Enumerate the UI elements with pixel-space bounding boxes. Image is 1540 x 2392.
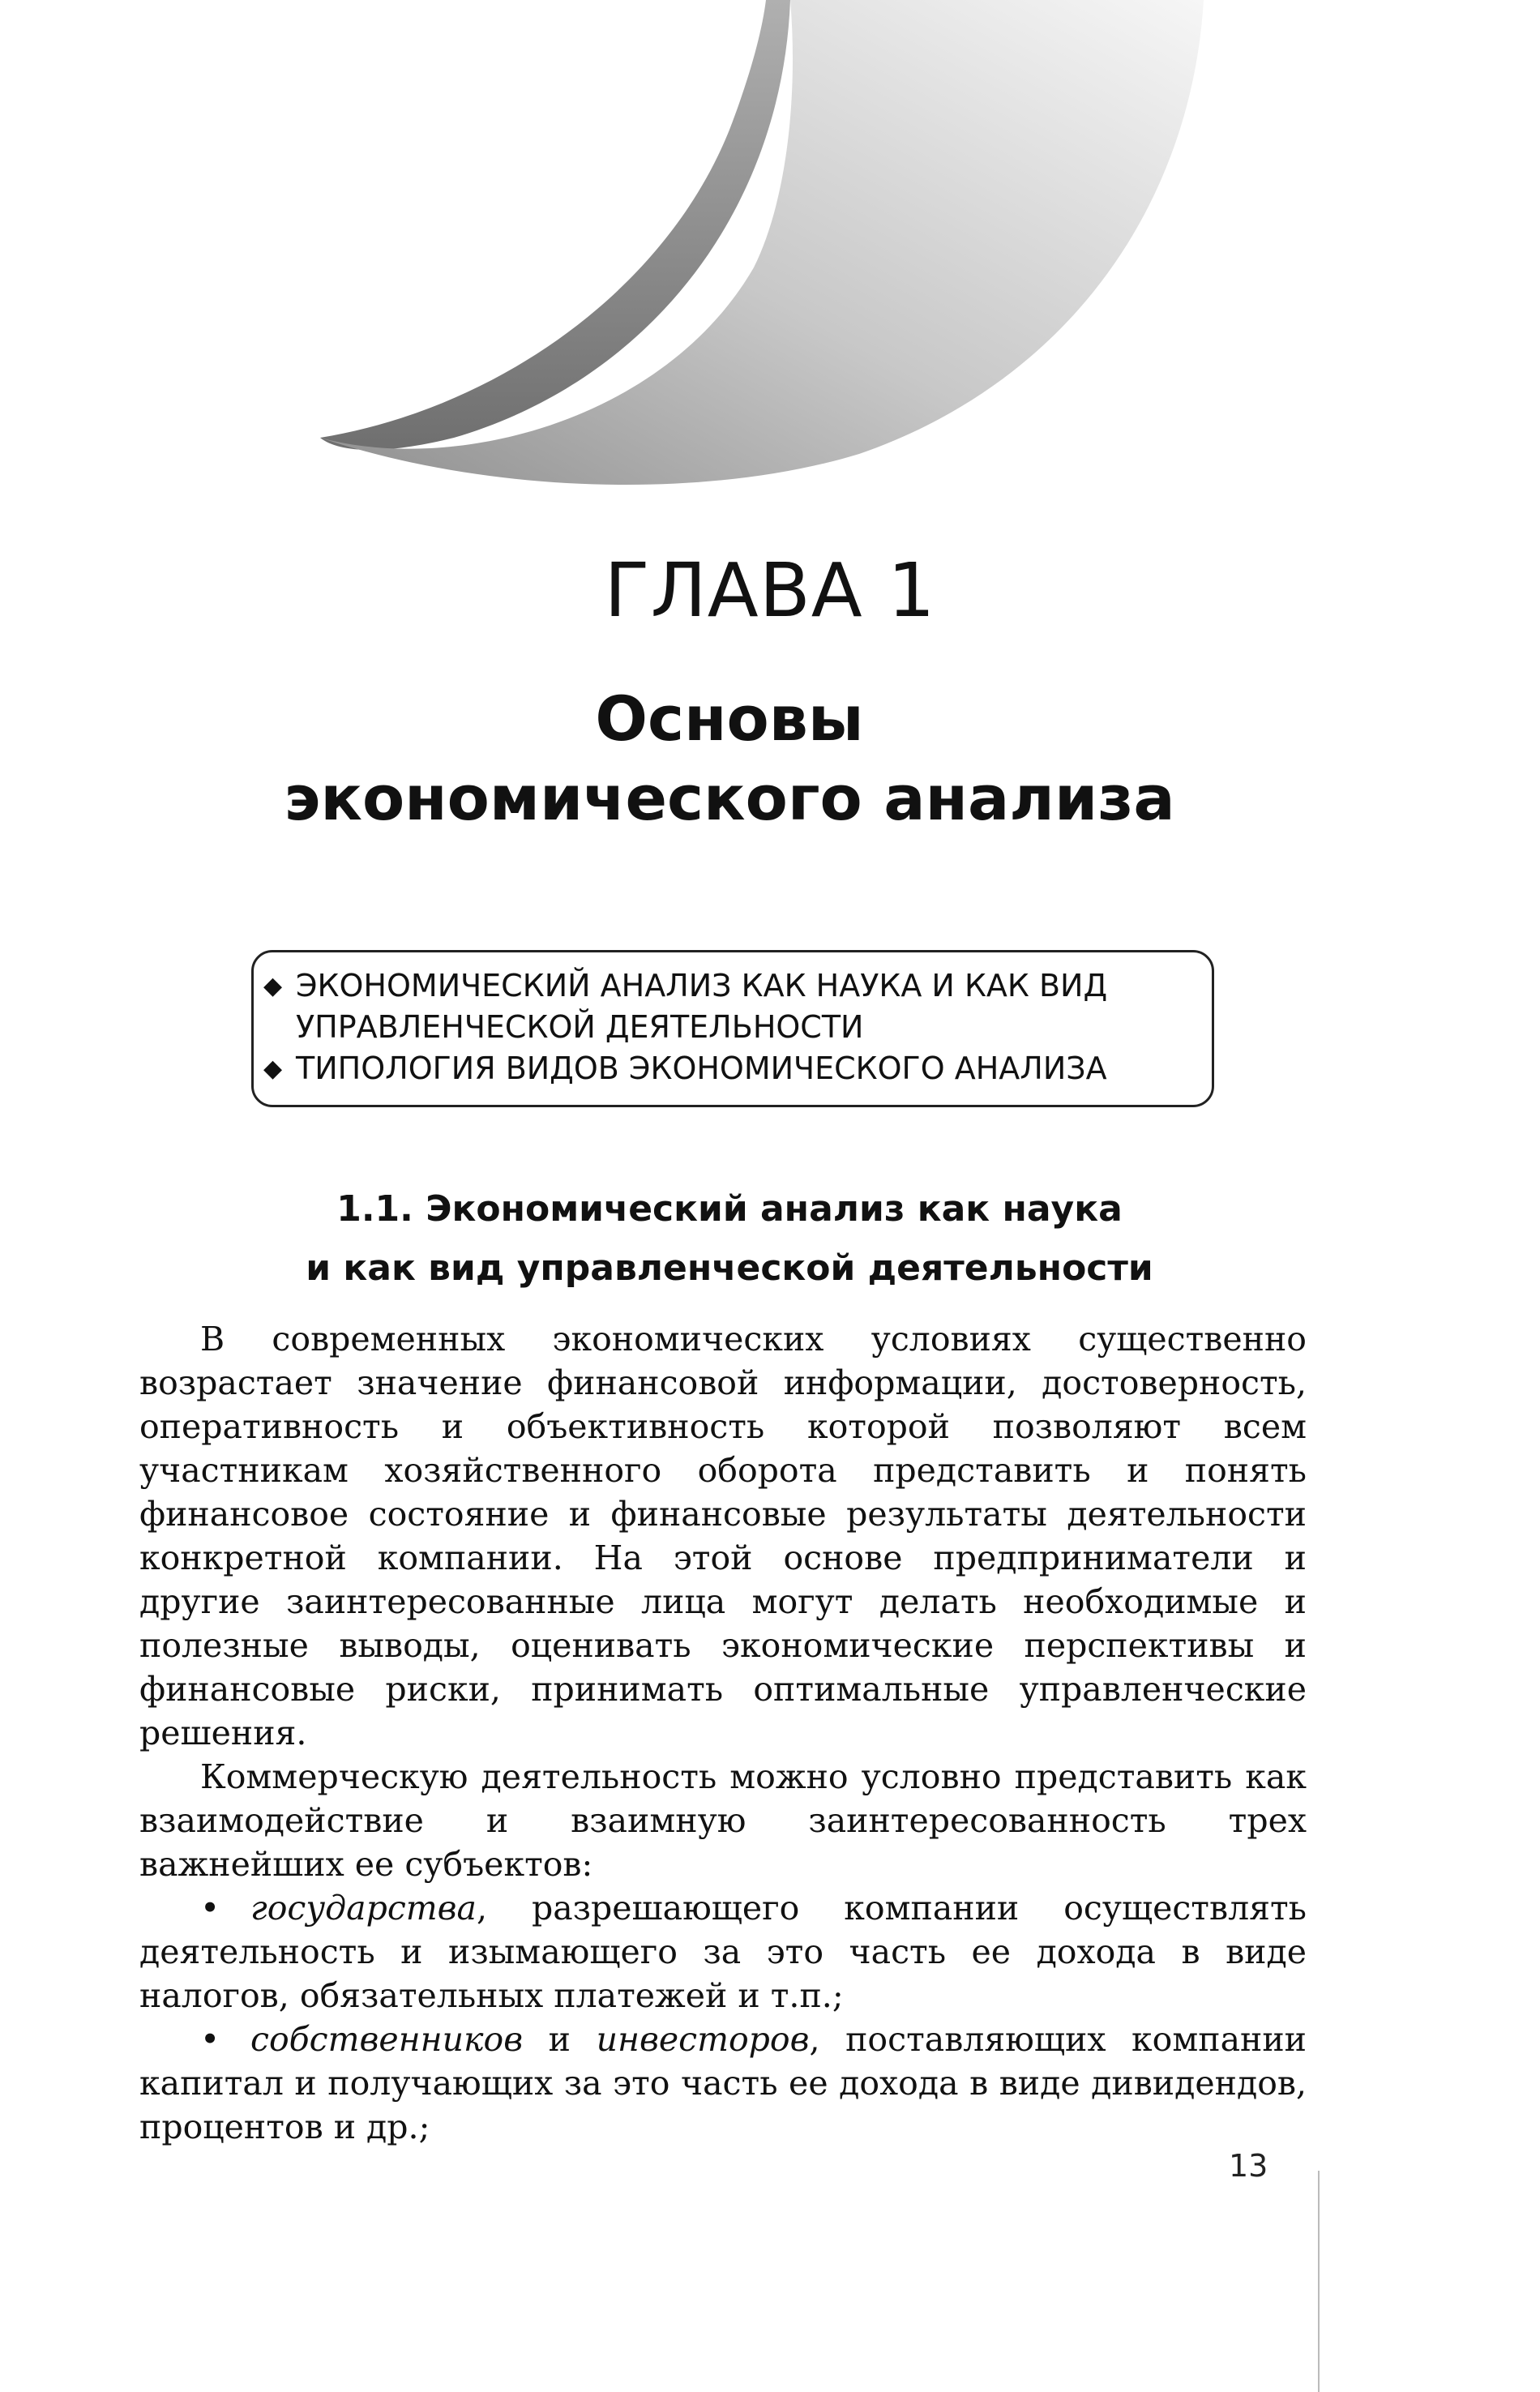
margin-rule	[1318, 2171, 1320, 2392]
chapter-title-line: экономического анализа	[284, 762, 1175, 834]
list-item-term: собственников	[250, 2020, 524, 2059]
list-item	[139, 2018, 1307, 2149]
topic-item	[263, 1048, 1196, 1089]
section-heading-line: и как вид управленческой деятельности	[306, 1247, 1153, 1289]
topic-line: ЭКОНОМИЧЕСКИЙ АНАЛИЗ КАК НАУКА И КАК ВИД	[296, 968, 1108, 1003]
list-item-term: инвесторов	[596, 2020, 810, 2059]
list-item-text: и	[523, 2020, 597, 2059]
paragraph: Коммерческую деятельность можно условно представить как взаимодействие и взаимную заинтересованность трех важнейших ее субъектов:	[139, 1757, 1307, 1884]
bullet-dot-icon: •	[200, 1889, 220, 1928]
diamond-bullet-icon: ◆	[263, 1055, 283, 1083]
topic-item	[263, 965, 1196, 1048]
topic-line: ТИПОЛОГИЯ ВИДОВ ЭКОНОМИЧЕСКОГО АНАЛИЗА	[296, 1051, 1107, 1086]
list-item-term: государства	[250, 1889, 477, 1928]
chapter-curl-decoration	[0, 0, 1540, 503]
chapter-label: ГЛАВА 1	[604, 547, 936, 634]
paragraph: В современных экономических условиях существенно возрастает значение финансовой информации, достоверность, оперативность и объективность которой позволяют всем участникам хозяйственного оборота представить и понять финансовое состояние и финансовые результаты деятельности конкретной компании. На этой основе предприниматели и другие заинтересованные лица могут делать необходимые и полезные выводы, оценивать экономические перспективы и финансовые риски, принимать оптимальные управленческие решения.	[139, 1320, 1307, 1752]
list-item-text: , поставляющих компании капитал и получающих за это часть ее дохода в виде дивидендов, процентов и др.;	[139, 2020, 1307, 2146]
section-heading	[243, 1179, 1216, 1298]
chapter-topics-box	[251, 950, 1214, 1107]
section-heading-line: 1.1. Экономический анализ как наука	[336, 1188, 1123, 1230]
chapter-title-line: Основы	[595, 683, 864, 755]
chapter-title	[243, 679, 1216, 838]
page-number: 13	[1229, 2148, 1268, 2184]
diamond-bullet-icon: ◆	[263, 972, 283, 1000]
body-text	[139, 1317, 1307, 2149]
bullet-dot-icon: •	[200, 2020, 220, 2059]
list-item	[139, 1886, 1307, 2018]
topic-line: УПРАВЛЕНЧЕСКОЙ ДЕЯТЕЛЬНОСТИ	[296, 1009, 864, 1045]
list-item-text: , разрешающего компании осуществлять деятельность и изымающего за это часть ее дохода в виде налогов, обязательных платежей и т.п.;	[139, 1889, 1307, 2015]
